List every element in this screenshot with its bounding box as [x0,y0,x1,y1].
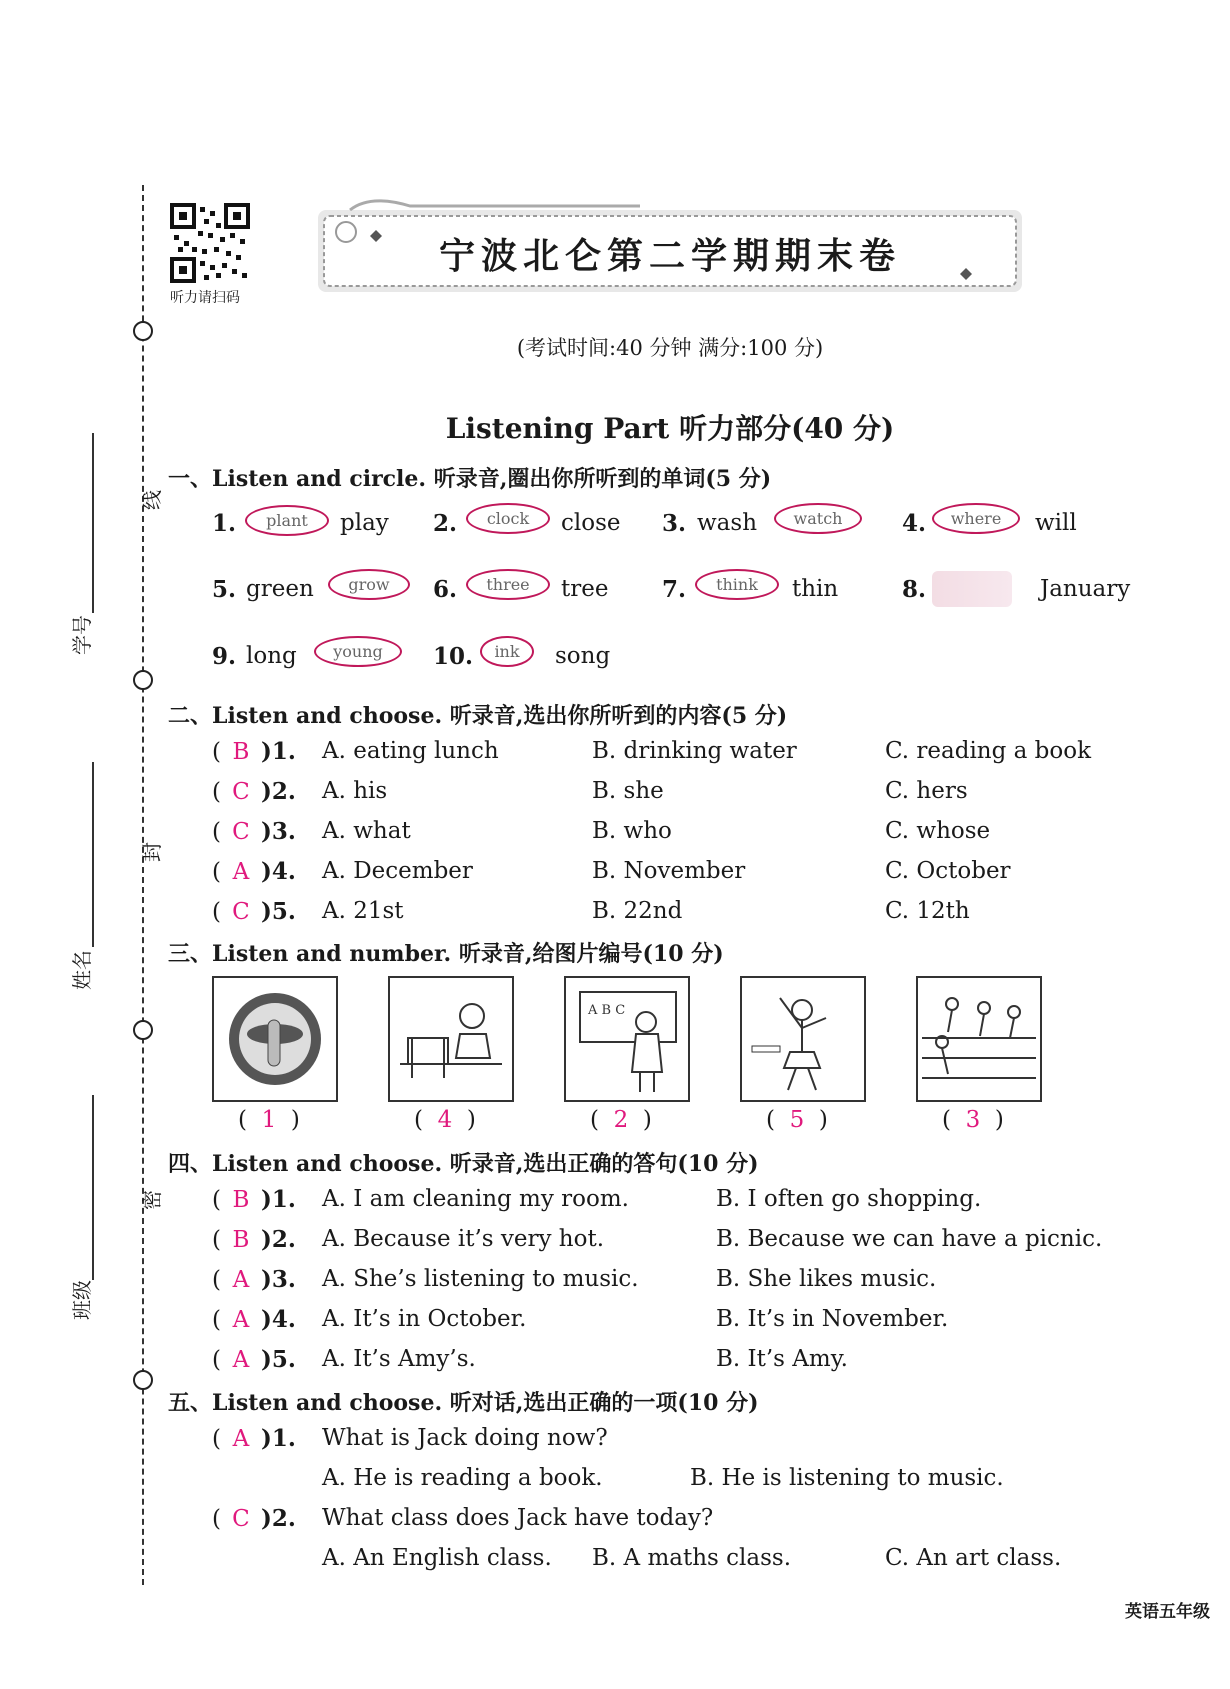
picture-number-1: ( 1 ) [238,1107,300,1133]
option-b[interactable]: B. It’s in November. [716,1306,949,1332]
word-option[interactable]: January [1040,576,1131,602]
item-number: 10. [433,643,474,670]
option-c[interactable]: C. reading a book [885,738,1092,764]
field-label-name: 姓名 [70,950,94,990]
picture-boy-drawing[interactable] [388,976,514,1102]
option-c[interactable]: C. An art class. [885,1545,1062,1571]
answer-mark[interactable]: 2 [613,1107,629,1133]
answer-mark[interactable]: C [232,819,250,845]
word-option[interactable]: tree [561,576,609,602]
binding-hole [133,1370,153,1390]
option-b[interactable]: B. 22nd [592,898,683,924]
section-4-title: 四、Listen and choose. 听录音,选出正确的答句(10 分) [168,1151,759,1177]
answer-mark[interactable]: 4 [437,1107,453,1133]
circled-word[interactable]: grow [328,569,410,600]
margin-label-feng: 封 [140,842,164,862]
answer-mark[interactable]: A [232,1347,250,1373]
picture-quiet-sign[interactable] [212,976,338,1102]
option-b[interactable]: B. who [592,818,672,844]
word-option[interactable]: thin [792,576,839,602]
field-label-student-number: 学号 [70,615,94,655]
option-b[interactable]: B. A maths class. [592,1545,792,1571]
word-option[interactable]: play [340,510,389,536]
question-row: ( A )3. [212,1266,296,1293]
picture-girl-dancing[interactable] [740,976,866,1102]
option-c[interactable]: C. October [885,858,1011,884]
option-b[interactable]: B. drinking water [592,738,797,764]
answer-mark[interactable]: C [232,1506,250,1532]
section-2-title: 二、Listen and choose. 听录音,选出你所听到的内容(5 分) [168,703,788,729]
word-option[interactable]: close [561,510,621,536]
field-label-class: 班级 [70,1280,94,1320]
option-a[interactable]: A. I am cleaning my room. [322,1186,629,1212]
answer-mark[interactable]: A [232,1426,250,1452]
binding-hole [133,1020,153,1040]
answer-mark[interactable]: C [232,899,250,925]
option-a[interactable]: A. He is reading a book. [322,1465,603,1491]
circled-word[interactable]: think [695,569,779,600]
item-number: 8. [902,576,927,603]
section-1-title: 一、Listen and circle. 听录音,圈出你所听到的单词(5 分) [168,466,772,492]
question-row: ( A )4. [212,858,296,885]
item-number: 9. [212,643,237,670]
question-row: ( C )2. [212,1505,296,1532]
circled-word[interactable]: young [314,636,402,667]
option-a[interactable]: A. An English class. [322,1545,552,1571]
question-row: ( A )5. [212,1346,296,1373]
question-row: ( C )2. [212,778,296,805]
word-option[interactable]: wash [697,510,758,536]
binding-hole [133,670,153,690]
option-a[interactable]: A. December [322,858,473,884]
part-title: Listening Part 听力部分(40 分) [445,412,895,445]
binding-hole [133,321,153,341]
option-a[interactable]: A. She’s listening to music. [322,1266,639,1292]
option-b[interactable]: B. I often go shopping. [716,1186,982,1212]
option-a[interactable]: A. 21st [322,898,404,924]
section-3-title: 三、Listen and number. 听录音,给图片编号(10 分) [168,941,724,967]
margin-label-mi: 密 [140,1190,164,1210]
qr-code-icon[interactable] [170,203,250,283]
question-row: ( B )2. [212,1226,296,1253]
question-row: ( B )1. [212,738,296,765]
option-b[interactable]: B. she [592,778,664,804]
option-a[interactable]: A. what [322,818,411,844]
circled-word[interactable]: where [932,503,1020,534]
picture-children-running[interactable] [916,976,1042,1102]
word-option[interactable]: will [1035,510,1077,536]
option-b[interactable]: B. Because we can have a picnic. [716,1226,1103,1252]
option-a[interactable]: A. eating lunch [322,738,499,764]
answer-mark[interactable]: 1 [261,1107,277,1133]
item-number: 5. [212,576,237,603]
question-row: ( C )5. [212,898,296,925]
circled-word[interactable]: clock [466,503,550,534]
item-number: 7. [662,576,687,603]
item-number: 6. [433,576,458,603]
field-line-name[interactable] [92,762,94,947]
qr-caption: 听力请扫码 [170,290,240,306]
answer-mark[interactable]: A [232,1267,250,1293]
picture-number-4: ( 5 ) [766,1107,828,1133]
option-c[interactable]: C. whose [885,818,991,844]
option-a[interactable]: A. It’s in October. [322,1306,527,1332]
footer-label: 英语五年级 [1125,1602,1210,1622]
exam-title: 宁波北仑第二学期期末卷 [438,235,901,277]
field-line-student-number[interactable] [92,433,94,613]
obscured-word-blur [932,571,1012,607]
section-5-title: 五、Listen and choose. 听对话,选出正确的一项(10 分) [168,1390,759,1416]
exam-info: (考试时间:40 分钟 满分:100 分) [516,336,824,360]
answer-mark[interactable]: A [232,859,250,885]
option-c[interactable]: C. hers [885,778,968,804]
word-option[interactable]: song [555,643,611,669]
question-text: What class does Jack have today? [322,1505,714,1531]
item-number: 4. [902,510,927,537]
option-a[interactable]: A. Because it’s very hot. [322,1226,605,1252]
answer-mark[interactable]: C [232,779,250,805]
option-a[interactable]: A. It’s Amy’s. [322,1346,476,1372]
option-c[interactable]: C. 12th [885,898,970,924]
picture-teacher-board[interactable] [564,976,690,1102]
answer-mark[interactable]: B [232,1227,250,1253]
option-a[interactable]: A. his [322,778,388,804]
item-number: 1. [212,510,237,537]
circled-word[interactable]: ink [480,636,534,667]
answer-mark[interactable]: B [232,1187,250,1213]
picture-number-5: ( 3 ) [942,1107,1004,1133]
question-row: ( A )1. [212,1425,296,1452]
field-line-class[interactable] [92,1095,94,1280]
answer-mark[interactable]: 5 [789,1107,805,1133]
option-b[interactable]: B. It’s Amy. [716,1346,848,1372]
option-b[interactable]: B. She likes music. [716,1266,937,1292]
question-row: ( A )4. [212,1306,296,1333]
answer-mark[interactable]: A [232,1307,250,1333]
word-option[interactable]: green [246,576,314,602]
option-b[interactable]: B. He is listening to music. [690,1465,1004,1491]
question-row: ( C )3. [212,818,296,845]
question-text: What is Jack doing now? [322,1425,608,1451]
option-b[interactable]: B. November [592,858,746,884]
answer-mark[interactable]: 3 [965,1107,981,1133]
circled-word[interactable]: plant [245,505,329,536]
circled-word[interactable]: three [466,569,550,600]
board-letters: A B C [588,1003,626,1018]
circled-word[interactable]: watch [774,503,862,534]
item-number: 3. [662,510,687,537]
picture-number-3: ( 2 ) [590,1107,652,1133]
picture-number-2: ( 4 ) [414,1107,476,1133]
word-option[interactable]: long [246,643,297,669]
question-row: ( B )1. [212,1186,296,1213]
item-number: 2. [433,510,458,537]
answer-mark[interactable]: B [232,739,250,765]
margin-label-xian: 线 [140,490,164,510]
